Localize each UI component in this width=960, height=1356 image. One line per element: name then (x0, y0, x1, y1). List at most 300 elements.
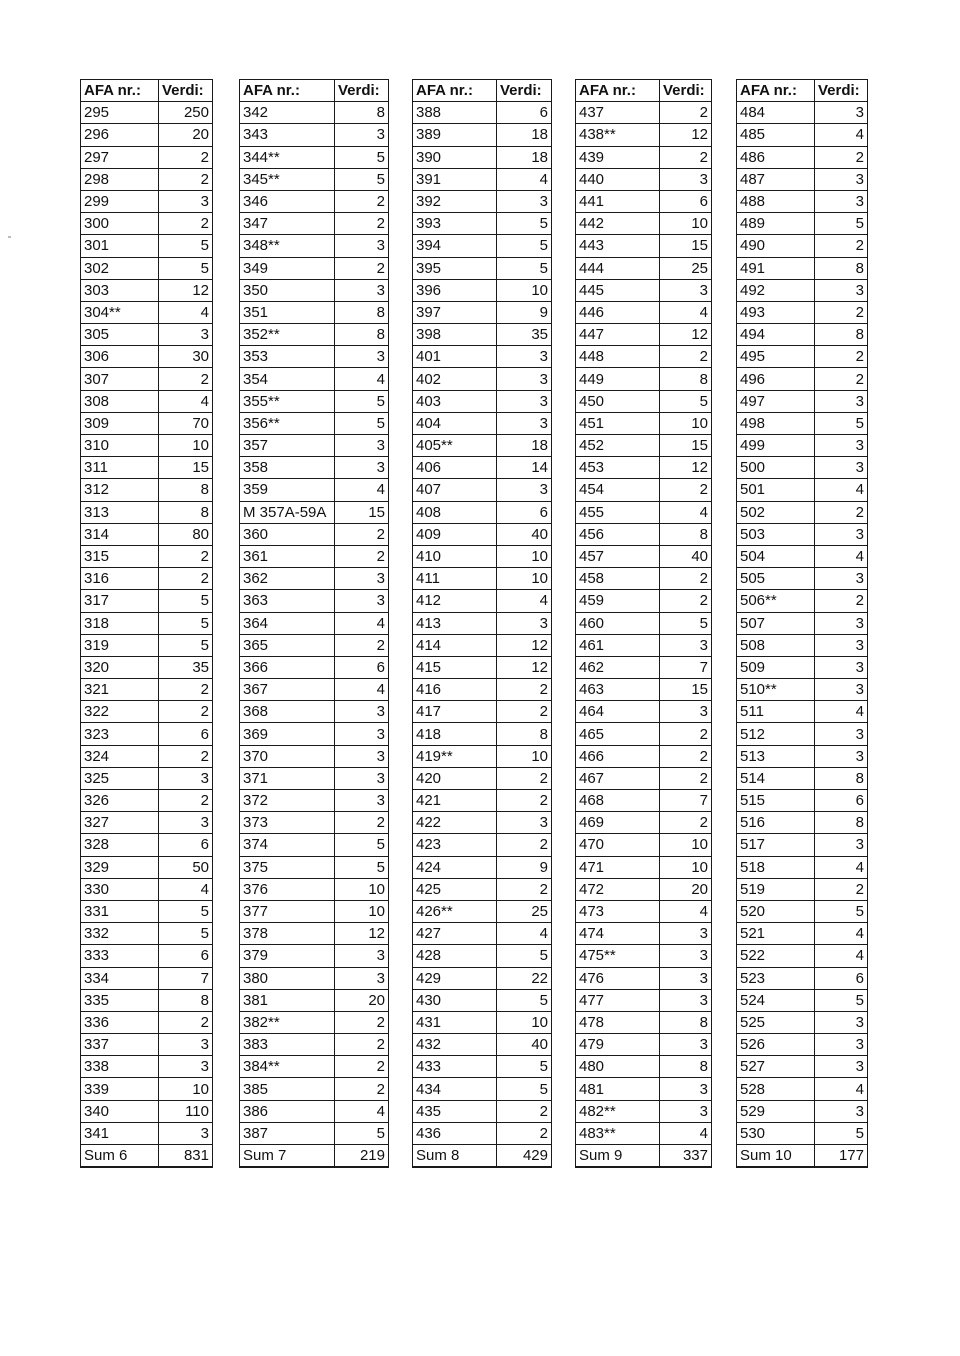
table-row (576, 701, 712, 723)
afa-number: 328 (81, 834, 159, 856)
afa-number: 405** (413, 435, 497, 457)
verdi-value: 2 (815, 878, 868, 900)
verdi-value: 2 (660, 590, 712, 612)
table-row (240, 590, 389, 612)
afa-number: 525 (737, 1011, 815, 1033)
table-row (81, 812, 213, 834)
table-row (240, 301, 389, 323)
table-row (576, 523, 712, 545)
afa-number: 463 (576, 679, 660, 701)
afa-number: 385 (240, 1078, 335, 1100)
afa-number: 381 (240, 989, 335, 1011)
table-row (737, 856, 868, 878)
table-row (737, 545, 868, 567)
verdi-value: 2 (497, 701, 552, 723)
verdi-value: 3 (335, 790, 389, 812)
table-row (737, 168, 868, 190)
afa-number: 362 (240, 568, 335, 590)
verdi-value: 3 (660, 923, 712, 945)
table-row (737, 923, 868, 945)
verdi-value: 5 (159, 900, 213, 922)
table-row (413, 479, 552, 501)
verdi-value: 5 (815, 1122, 868, 1144)
verdi-value: 5 (335, 390, 389, 412)
table-row (240, 767, 389, 789)
table-row (737, 634, 868, 656)
table-row (413, 834, 552, 856)
afa-number: 395 (413, 257, 497, 279)
verdi-value: 40 (497, 523, 552, 545)
afa-number: 329 (81, 856, 159, 878)
table-row (240, 1011, 389, 1033)
afa-number: 312 (81, 479, 159, 501)
verdi-value: 50 (159, 856, 213, 878)
verdi-value: 2 (159, 568, 213, 590)
afa-number: 529 (737, 1100, 815, 1122)
verdi-value: 7 (660, 790, 712, 812)
table-row (413, 279, 552, 301)
afa-number: 422 (413, 812, 497, 834)
verdi-value: 4 (159, 301, 213, 323)
table-row (737, 124, 868, 146)
verdi-value: 3 (497, 190, 552, 212)
verdi-value: 8 (660, 368, 712, 390)
table-row (81, 834, 213, 856)
afa-number: 478 (576, 1011, 660, 1033)
verdi-value: 3 (815, 745, 868, 767)
table-row (240, 967, 389, 989)
table-row (576, 723, 712, 745)
afa-number: 347 (240, 213, 335, 235)
afa-number: 469 (576, 812, 660, 834)
verdi-value: 2 (660, 812, 712, 834)
table-row (576, 301, 712, 323)
table-row (737, 945, 868, 967)
verdi-value: 8 (159, 501, 213, 523)
verdi-value: 2 (159, 168, 213, 190)
afa-number: 447 (576, 324, 660, 346)
verdi-value: 8 (660, 523, 712, 545)
afa-number: 506** (737, 590, 815, 612)
verdi-value: 3 (815, 568, 868, 590)
afa-number: 435 (413, 1100, 497, 1122)
verdi-value: 4 (335, 1100, 389, 1122)
afa-number: 465 (576, 723, 660, 745)
afa-number: 477 (576, 989, 660, 1011)
afa-number: 320 (81, 656, 159, 678)
afa-number: 454 (576, 479, 660, 501)
verdi-value: 8 (335, 102, 389, 124)
afa-number: 404 (413, 412, 497, 434)
verdi-value: 4 (335, 368, 389, 390)
verdi-value: 18 (497, 146, 552, 168)
afa-number: 474 (576, 923, 660, 945)
verdi-value: 3 (815, 102, 868, 124)
table-row (81, 679, 213, 701)
verdi-value: 2 (335, 1056, 389, 1078)
table-row (240, 723, 389, 745)
verdi-value: 2 (660, 767, 712, 789)
afa-number: 424 (413, 856, 497, 878)
table-row (413, 1078, 552, 1100)
afa-number: 301 (81, 235, 159, 257)
table-row (413, 612, 552, 634)
table-row (81, 235, 213, 257)
afa-number: 426** (413, 900, 497, 922)
verdi-value: 6 (497, 501, 552, 523)
afa-number: 427 (413, 923, 497, 945)
afa-number: 323 (81, 723, 159, 745)
table-row (240, 346, 389, 368)
afa-number: 406 (413, 457, 497, 479)
table-row (81, 457, 213, 479)
table-row (81, 545, 213, 567)
table-row (240, 124, 389, 146)
verdi-value: 3 (815, 1056, 868, 1078)
afa-number: 472 (576, 878, 660, 900)
table-row (81, 945, 213, 967)
afa-number: 457 (576, 545, 660, 567)
table-row (413, 1011, 552, 1033)
table-row (81, 967, 213, 989)
verdi-value: 2 (660, 102, 712, 124)
verdi-value: 2 (497, 878, 552, 900)
table-row (413, 346, 552, 368)
afa-number: 339 (81, 1078, 159, 1100)
sum-row (413, 1145, 552, 1168)
verdi-value: 3 (660, 989, 712, 1011)
table-row (737, 102, 868, 124)
verdi-value: 15 (335, 501, 389, 523)
verdi-value: 5 (335, 146, 389, 168)
table-row (576, 745, 712, 767)
verdi-value: 2 (159, 790, 213, 812)
table-row (81, 989, 213, 1011)
table-row (737, 523, 868, 545)
afa-number: 464 (576, 701, 660, 723)
afa-number: 467 (576, 767, 660, 789)
verdi-value: 2 (497, 1100, 552, 1122)
table-row (737, 989, 868, 1011)
table-row (81, 301, 213, 323)
table-row (81, 346, 213, 368)
table-row (413, 1100, 552, 1122)
table-row (81, 146, 213, 168)
verdi-value: 3 (497, 390, 552, 412)
verdi-value: 5 (497, 213, 552, 235)
afa-number: 498 (737, 412, 815, 434)
table-row (576, 146, 712, 168)
verdi-value: 3 (815, 435, 868, 457)
afa-number: 508 (737, 634, 815, 656)
afa-number: 367 (240, 679, 335, 701)
table-row (737, 1100, 868, 1122)
verdi-value: 3 (335, 767, 389, 789)
verdi-value: 12 (660, 124, 712, 146)
afa-number: 468 (576, 790, 660, 812)
verdi-value: 4 (335, 612, 389, 634)
table-row (240, 612, 389, 634)
afa-number: 524 (737, 989, 815, 1011)
verdi-value: 5 (815, 412, 868, 434)
afa-number: 373 (240, 812, 335, 834)
verdi-value: 4 (815, 1078, 868, 1100)
afa-number: 441 (576, 190, 660, 212)
afa-number: 475** (576, 945, 660, 967)
table-row (240, 945, 389, 967)
verdi-value: 4 (815, 856, 868, 878)
table-row (81, 523, 213, 545)
verdi-value: 2 (815, 346, 868, 368)
verdi-value: 8 (159, 989, 213, 1011)
verdi-value: 3 (159, 1056, 213, 1078)
table-row (81, 878, 213, 900)
sum-label: Sum 6 (81, 1145, 159, 1168)
afa-number: 382** (240, 1011, 335, 1033)
afa-number: 487 (737, 168, 815, 190)
verdi-value: 8 (660, 1056, 712, 1078)
verdi-value: 3 (335, 745, 389, 767)
verdi-value: 70 (159, 412, 213, 434)
table-row (737, 435, 868, 457)
column-header-afa: AFA nr.: (413, 80, 497, 102)
afa-number: 412 (413, 590, 497, 612)
verdi-value: 3 (815, 190, 868, 212)
table-row (81, 1100, 213, 1122)
afa-number: 309 (81, 412, 159, 434)
table-row (576, 878, 712, 900)
table-row (737, 1011, 868, 1033)
verdi-value: 10 (497, 279, 552, 301)
table-row (413, 701, 552, 723)
sum-value: 177 (815, 1145, 868, 1168)
afa-number: 499 (737, 435, 815, 457)
verdi-value: 2 (815, 501, 868, 523)
table-row (737, 279, 868, 301)
afa-number: 378 (240, 923, 335, 945)
column-header-afa: AFA nr.: (576, 80, 660, 102)
table-row (81, 656, 213, 678)
verdi-value: 3 (660, 279, 712, 301)
verdi-value: 25 (497, 900, 552, 922)
afa-number: 519 (737, 878, 815, 900)
afa-number: 492 (737, 279, 815, 301)
verdi-value: 3 (335, 967, 389, 989)
afa-number: 333 (81, 945, 159, 967)
afa-number: 434 (413, 1078, 497, 1100)
afa-number: 340 (81, 1100, 159, 1122)
table-row (81, 390, 213, 412)
table-row (413, 124, 552, 146)
scan-speck (8, 236, 11, 238)
verdi-value: 3 (335, 124, 389, 146)
verdi-value: 3 (815, 723, 868, 745)
table-row (737, 878, 868, 900)
table-row (240, 390, 389, 412)
verdi-value: 15 (159, 457, 213, 479)
afa-number: 461 (576, 634, 660, 656)
table-row (81, 279, 213, 301)
verdi-value: 3 (660, 701, 712, 723)
verdi-value: 3 (660, 168, 712, 190)
afa-number: 407 (413, 479, 497, 501)
table-row (737, 368, 868, 390)
table-row (576, 390, 712, 412)
table-row (576, 834, 712, 856)
afa-number: 517 (737, 834, 815, 856)
header-row (240, 80, 389, 102)
afa-number: 344** (240, 146, 335, 168)
afa-table-sum-9 (575, 79, 712, 1168)
table-row (413, 190, 552, 212)
table-row (737, 346, 868, 368)
verdi-value: 12 (660, 457, 712, 479)
verdi-value: 2 (815, 146, 868, 168)
table-row (576, 923, 712, 945)
table-row (413, 324, 552, 346)
afa-number: 459 (576, 590, 660, 612)
verdi-value: 3 (815, 1011, 868, 1033)
table-row (413, 168, 552, 190)
verdi-value: 6 (815, 790, 868, 812)
afa-number: 335 (81, 989, 159, 1011)
table-row (737, 812, 868, 834)
table-row (737, 457, 868, 479)
table-row (413, 767, 552, 789)
table-row (576, 213, 712, 235)
verdi-value: 2 (159, 679, 213, 701)
table-row (576, 545, 712, 567)
afa-number: 527 (737, 1056, 815, 1078)
table-row (737, 324, 868, 346)
verdi-value: 10 (660, 834, 712, 856)
verdi-value: 25 (660, 257, 712, 279)
afa-number: 488 (737, 190, 815, 212)
afa-number: 439 (576, 146, 660, 168)
afa-number: 429 (413, 967, 497, 989)
table-row (81, 102, 213, 124)
afa-number: 410 (413, 545, 497, 567)
afa-number: 530 (737, 1122, 815, 1144)
verdi-value: 5 (660, 612, 712, 634)
verdi-value: 5 (159, 612, 213, 634)
verdi-value: 3 (335, 435, 389, 457)
afa-number: 497 (737, 390, 815, 412)
table-row (240, 679, 389, 701)
afa-number: 345** (240, 168, 335, 190)
verdi-value: 4 (660, 501, 712, 523)
verdi-value: 3 (815, 279, 868, 301)
table-row (413, 102, 552, 124)
verdi-value: 2 (497, 834, 552, 856)
afa-number: 466 (576, 745, 660, 767)
afa-number: 369 (240, 723, 335, 745)
afa-number: 321 (81, 679, 159, 701)
verdi-value: 6 (815, 967, 868, 989)
afa-number: 366 (240, 656, 335, 678)
afa-number: 393 (413, 213, 497, 235)
afa-number: 491 (737, 257, 815, 279)
verdi-value: 3 (497, 368, 552, 390)
verdi-value: 5 (335, 168, 389, 190)
table-row (240, 790, 389, 812)
afa-number: 445 (576, 279, 660, 301)
verdi-value: 18 (497, 124, 552, 146)
afa-number: 510** (737, 679, 815, 701)
sum-label: Sum 10 (737, 1145, 815, 1168)
table-row (576, 900, 712, 922)
table-row (576, 1056, 712, 1078)
afa-number: 330 (81, 878, 159, 900)
afa-number: 511 (737, 701, 815, 723)
table-row (413, 856, 552, 878)
afa-number: 521 (737, 923, 815, 945)
verdi-value: 10 (335, 878, 389, 900)
afa-number: 480 (576, 1056, 660, 1078)
verdi-value: 12 (159, 279, 213, 301)
verdi-value: 2 (660, 479, 712, 501)
table-row (576, 1011, 712, 1033)
afa-number: 354 (240, 368, 335, 390)
header-row (81, 80, 213, 102)
afa-number: 520 (737, 900, 815, 922)
verdi-value: 10 (335, 900, 389, 922)
verdi-value: 10 (159, 1078, 213, 1100)
verdi-value: 6 (159, 945, 213, 967)
table-row (737, 190, 868, 212)
verdi-value: 2 (335, 1011, 389, 1033)
table-row (240, 146, 389, 168)
afa-number: 495 (737, 346, 815, 368)
verdi-value: 12 (497, 656, 552, 678)
verdi-value: 2 (159, 545, 213, 567)
verdi-value: 5 (497, 235, 552, 257)
table-row (576, 190, 712, 212)
table-row (576, 967, 712, 989)
table-row (240, 1122, 389, 1144)
verdi-value: 3 (159, 767, 213, 789)
column-header-verdi: Verdi: (497, 80, 552, 102)
table-row (240, 1100, 389, 1122)
afa-number: 433 (413, 1056, 497, 1078)
verdi-value: 4 (815, 701, 868, 723)
verdi-value: 2 (497, 1122, 552, 1144)
afa-number: 523 (737, 967, 815, 989)
verdi-value: 8 (660, 1011, 712, 1033)
table-row (81, 790, 213, 812)
table-row (81, 190, 213, 212)
afa-number: 348** (240, 235, 335, 257)
table-row (413, 301, 552, 323)
table-row (737, 679, 868, 701)
afa-number: 443 (576, 235, 660, 257)
verdi-value: 2 (159, 368, 213, 390)
afa-number: 431 (413, 1011, 497, 1033)
verdi-value: 2 (159, 146, 213, 168)
table-row (240, 634, 389, 656)
table-row (81, 568, 213, 590)
verdi-value: 6 (159, 723, 213, 745)
verdi-value: 3 (335, 590, 389, 612)
table-row (81, 1056, 213, 1078)
afa-number: 379 (240, 945, 335, 967)
table-row (737, 235, 868, 257)
table-row (240, 545, 389, 567)
verdi-value: 5 (497, 1078, 552, 1100)
verdi-value: 6 (660, 190, 712, 212)
verdi-value: 35 (497, 324, 552, 346)
table-row (240, 923, 389, 945)
